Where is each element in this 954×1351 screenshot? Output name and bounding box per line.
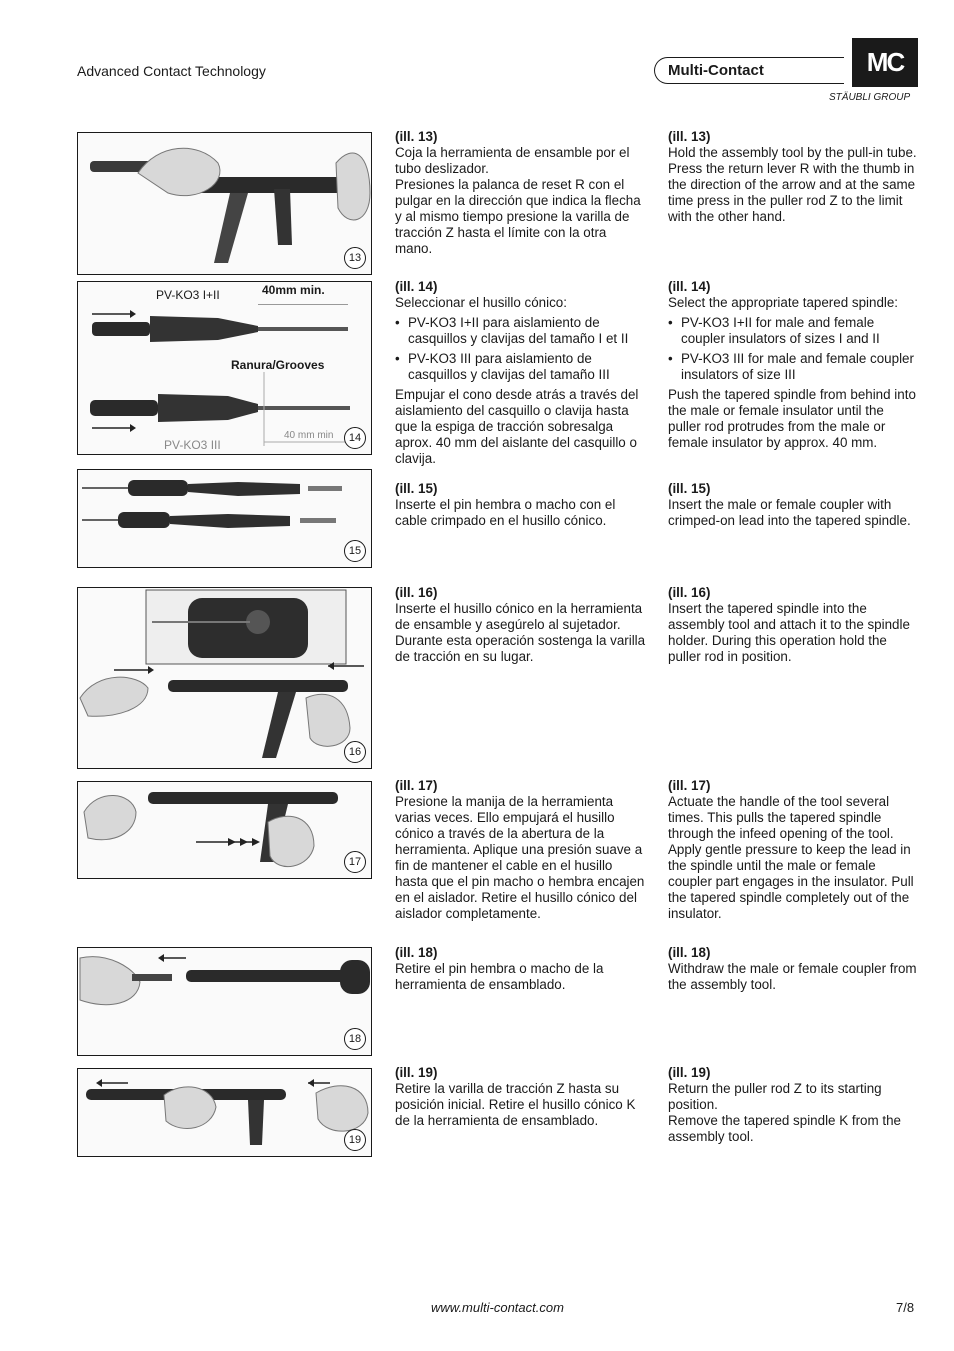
figure-14-label-grooves: Ranura/Grooves bbox=[231, 358, 325, 372]
figure-15 bbox=[77, 469, 372, 568]
section-19-en-p1: Return the puller rod Z to its starting position. bbox=[668, 1081, 882, 1112]
section-14-es-intro: Seleccionar el husillo cónico: bbox=[395, 295, 567, 310]
section-17-es bbox=[395, 778, 647, 922]
section-13-es-p2: Presiones la palanca de reset R con el pulgar en la dirección que indica la flecha y al mismo tiempo presione la varilla de tracción Z hasta el límite con la otra mano. bbox=[395, 177, 641, 256]
section-15-es bbox=[395, 481, 647, 529]
figure-16 bbox=[77, 587, 372, 769]
list-item: • PV-KO3 III for male and female coupler insulators of size III bbox=[668, 351, 920, 383]
figure-19 bbox=[77, 1068, 372, 1157]
section-17-es-title: (ill. 17) bbox=[395, 778, 438, 793]
figure-14-label-bottom: PV-KO3 III bbox=[164, 438, 221, 452]
brand-name: Multi-Contact bbox=[668, 62, 764, 79]
section-13-es bbox=[395, 129, 647, 257]
figure-15-illustration bbox=[78, 470, 372, 568]
section-19-es-p1: Retire la varilla de tracción Z hasta su posición inicial. Retire el husillo cónico K de la herramienta de ensamblado. bbox=[395, 1081, 636, 1128]
header-company-tagline: Advanced Contact Technology bbox=[77, 63, 266, 79]
figure-15-number: 15 bbox=[344, 540, 366, 562]
figure-18-number: 18 bbox=[344, 1028, 366, 1050]
figure-14-label-min: 40mm min. bbox=[262, 283, 325, 297]
section-16-es-p1: Inserte el husillo cónico en la herramienta de ensamble y asegúrelo al sujetador. Durante esta operación sostenga la varilla de tracción en su lugar. bbox=[395, 601, 646, 664]
section-15-es-title: (ill. 15) bbox=[395, 481, 438, 496]
section-16-en-p1: Insert the tapered spindle into the assembly tool and attach it to the spindle holder. During this operation hold the puller rod in position. bbox=[668, 601, 910, 664]
section-19-en bbox=[668, 1065, 920, 1145]
figure-19-illustration bbox=[78, 1069, 372, 1157]
figure-17 bbox=[77, 781, 372, 879]
section-14-en bbox=[668, 279, 920, 451]
footer-url: www.multi-contact.com bbox=[431, 1300, 564, 1315]
section-15-en-title: (ill. 15) bbox=[668, 481, 711, 496]
figure-16-illustration bbox=[78, 588, 372, 769]
section-13-en-p1: Hold the assembly tool by the pull-in tube. bbox=[668, 145, 917, 160]
section-18-es-p1: Retire el pin hembra o macho de la herramienta de ensamblado. bbox=[395, 961, 604, 992]
figure-13-illustration bbox=[78, 133, 372, 275]
section-16-en bbox=[668, 585, 920, 665]
figure-17-illustration bbox=[78, 782, 372, 879]
section-14-es-list bbox=[395, 315, 647, 383]
figure-16-number: 16 bbox=[344, 741, 366, 763]
section-14-en-list bbox=[668, 315, 920, 383]
list-item: • PV-KO3 III para aislamiento de casquillos y clavijas del tamaño III bbox=[395, 351, 647, 383]
section-13-en-p2: Press the return lever R with the thumb in the direction of the arrow and at the same time press in the puller rod Z to the limit with the other hand. bbox=[668, 161, 916, 224]
section-17-en-title: (ill. 17) bbox=[668, 778, 711, 793]
section-19-es-title: (ill. 19) bbox=[395, 1065, 438, 1080]
figure-18 bbox=[77, 947, 372, 1056]
figure-13-number: 13 bbox=[344, 247, 366, 269]
section-16-es bbox=[395, 585, 647, 665]
section-15-es-p1: Inserte el pin hembra o macho con el cable crimpado en el husillo cónico. bbox=[395, 497, 616, 528]
figure-14 bbox=[77, 281, 372, 455]
section-19-en-title: (ill. 19) bbox=[668, 1065, 711, 1080]
section-19-es bbox=[395, 1065, 647, 1129]
section-14-en-after: Push the tapered spindle from behind into the male or female insulator until the puller rod protrudes from the male or female insulator by approx. 40 mm. bbox=[668, 387, 916, 450]
section-14-en-title: (ill. 14) bbox=[668, 279, 711, 294]
section-17-es-p1: Presione la manija de la herramienta varias veces. Ello empujará el husillo cónico a través de la abertura de la herramienta. Aplique una presión suave a fin de mantener el cable en el husillo hasta que el pin macho o hembra encajen en el aislador. Retire el husillo cónico del aislador completamente. bbox=[395, 794, 645, 921]
figure-14-label-min2: 40 mm min bbox=[284, 430, 334, 441]
section-14-es-after: Empujar el cono desde atrás a través del aislamiento del casquillo o clavija hasta que la espiga de tracción sobresalga aprox. 40 mm del aislante del casquillo o clavija. bbox=[395, 387, 639, 466]
section-15-en-p1: Insert the male or female coupler with crimped-on lead into the tapered spindle. bbox=[668, 497, 911, 528]
section-14-en-intro: Select the appropriate tapered spindle: bbox=[668, 295, 899, 310]
logo bbox=[852, 38, 918, 87]
logo-text: MC bbox=[866, 47, 904, 77]
section-13-en bbox=[668, 129, 920, 225]
figure-19-number: 19 bbox=[344, 1129, 366, 1151]
figure-13 bbox=[77, 132, 372, 275]
section-14-es bbox=[395, 279, 647, 467]
section-19-en-p2: Remove the tapered spindle K from the assembly tool. bbox=[668, 1113, 901, 1144]
figure-18-illustration bbox=[78, 948, 372, 1056]
figure-17-number: 17 bbox=[344, 851, 366, 873]
list-item: • PV-KO3 I+II para aislamiento de casquillos y clavijas del tamaño I et II bbox=[395, 315, 647, 347]
page-number: 7/8 bbox=[896, 1300, 915, 1315]
list-item: • PV-KO3 I+II for male and female coupler insulators of sizes I and II bbox=[668, 315, 920, 347]
section-14-es-title: (ill. 14) bbox=[395, 279, 438, 294]
section-15-en bbox=[668, 481, 920, 529]
section-18-es bbox=[395, 945, 647, 993]
section-18-en bbox=[668, 945, 920, 993]
section-13-es-title: (ill. 13) bbox=[395, 129, 438, 144]
section-18-en-p1: Withdraw the male or female coupler from the assembly tool. bbox=[668, 961, 917, 992]
section-18-en-title: (ill. 18) bbox=[668, 945, 711, 960]
section-18-es-title: (ill. 18) bbox=[395, 945, 438, 960]
figure-14-number: 14 bbox=[344, 427, 366, 449]
section-13-es-p1: Coja la herramienta de ensamble por el tubo deslizador. bbox=[395, 145, 630, 176]
section-17-en-p1: Actuate the handle of the tool several times. This pulls the tapered spindle through the infeed opening of the tool. Apply gentle pressure to keep the lead in the spindle until the male or female coupler part engages in the insulator. Pull the tapered spindle completely out of the insulator. bbox=[668, 794, 914, 921]
group-name: STÄUBLI GROUP bbox=[829, 92, 911, 103]
section-16-en-title: (ill. 16) bbox=[668, 585, 711, 600]
section-16-es-title: (ill. 16) bbox=[395, 585, 438, 600]
section-17-en bbox=[668, 778, 920, 922]
figure-14-label-top: PV-KO3 I+II bbox=[156, 288, 220, 302]
section-13-en-title: (ill. 13) bbox=[668, 129, 711, 144]
